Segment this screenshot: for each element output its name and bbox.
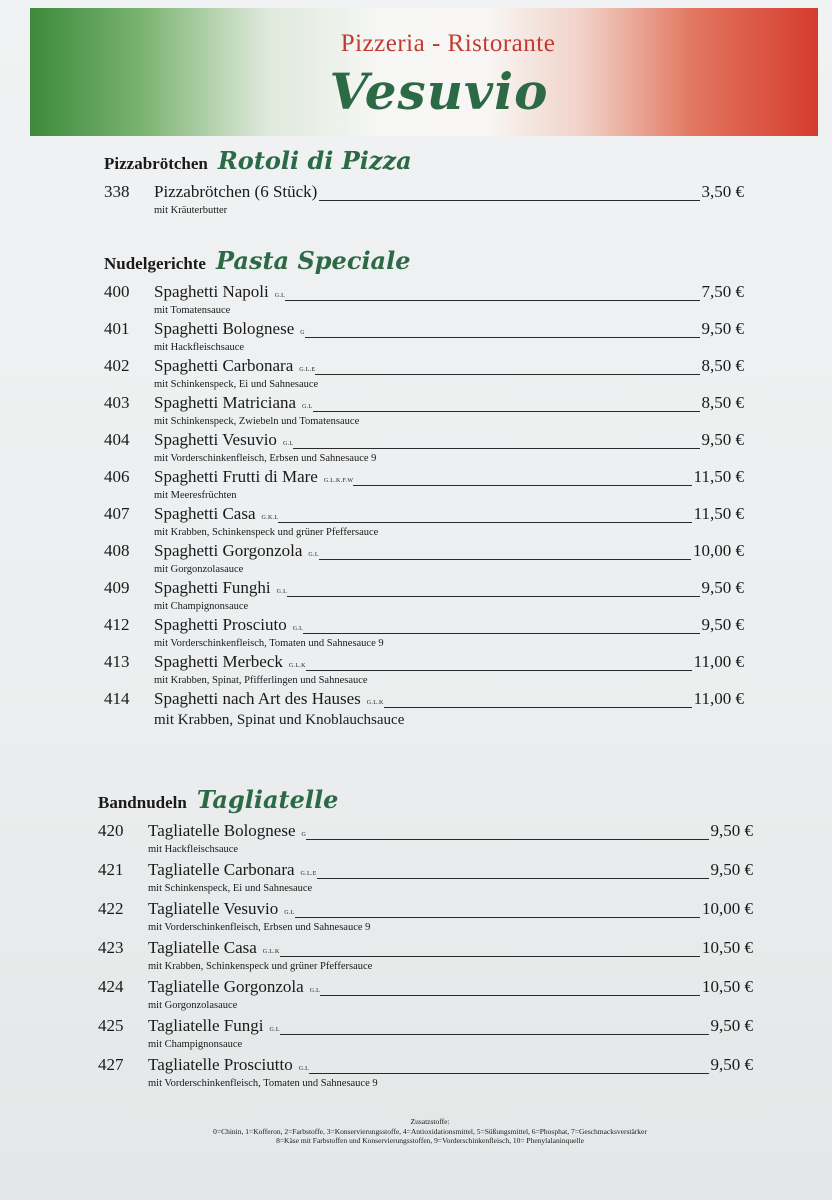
item-name: Spaghetti Prosciuto [154, 615, 287, 634]
section-rotoli [104, 146, 744, 219]
menu-item-row [104, 689, 744, 711]
menu-item [104, 282, 744, 319]
item-price: 11,00 € [693, 689, 744, 708]
menu-item-row [98, 1055, 753, 1077]
item-name: Spaghetti Bolognese [154, 319, 295, 338]
leader-line [305, 337, 700, 338]
item-price: 8,50 € [701, 393, 744, 412]
item-number: 423 [98, 938, 124, 957]
item-description: mit Gorgonzolasauce [148, 1000, 238, 1011]
allergen-codes: G.L.K [288, 663, 306, 669]
menu-item-row [104, 182, 744, 204]
allergen-codes: G.L [269, 1027, 280, 1033]
item-number: 401 [104, 319, 130, 338]
leader-line [353, 485, 691, 486]
allergen-codes: G.L.E [300, 871, 317, 877]
menu-item [98, 1055, 753, 1092]
item-name: Spaghetti Carbonara [154, 356, 294, 375]
footer-line-2: 8=Käse mit Farbstoffen und Konservierungsstoffen, 9=Vorderschinkenfleisch, 10= Phenylalaninquelle [276, 1136, 584, 1145]
additives-footer [100, 1117, 760, 1146]
item-number: 407 [104, 504, 130, 523]
menu-item [104, 689, 744, 731]
menu-item [98, 977, 753, 1014]
item-name: Spaghetti Merbeck [154, 652, 283, 671]
allergen-codes: G [301, 832, 307, 838]
menu-item [104, 578, 744, 615]
menu-item [98, 860, 753, 897]
item-name: Tagliatelle Bolognese [148, 821, 296, 840]
section-label-italian: Pasta Speciale [215, 246, 411, 275]
allergen-codes: G.L.E [299, 367, 316, 373]
menu-item [104, 615, 744, 652]
item-description: mit Vorderschinkenfleisch, Erbsen und Sahnesauce 9 [154, 453, 377, 464]
item-description: mit Vorderschinkenfleisch, Tomaten und Sahnesauce 9 [148, 1078, 378, 1089]
allergen-codes: G.L [302, 404, 313, 410]
item-description: mit Vorderschinkenfleisch, Erbsen und Sahnesauce 9 [148, 922, 371, 933]
menu-item-row [104, 393, 744, 415]
menu-item-row [104, 504, 744, 526]
menu-item [104, 356, 744, 393]
allergen-codes: G.L.K.F.W [323, 478, 354, 484]
item-number: 421 [98, 860, 124, 879]
allergen-codes: G.L [284, 910, 295, 916]
item-number: 413 [104, 652, 130, 671]
menu-item-row [104, 467, 744, 489]
item-price: 9,50 € [710, 1016, 753, 1035]
item-description: mit Schinkenspeck, Zwiebeln und Tomatensauce [154, 416, 360, 427]
leader-line [315, 374, 699, 375]
item-description: mit Krabben, Spinat, Pfifferlingen und Sahnesauce [154, 675, 368, 686]
item-description: mit Krabben, Schinkenspeck und grüner Pfeffersauce [154, 527, 379, 538]
leader-line [320, 995, 700, 996]
leader-line [317, 878, 709, 879]
restaurant-name: Vesuvio [329, 62, 549, 121]
item-description: mit Hackfleischsauce [148, 844, 239, 855]
item-number: 408 [104, 541, 130, 560]
allergen-codes: G.L [276, 589, 288, 595]
item-price: 9,50 € [701, 430, 744, 449]
menu-item-row [104, 578, 744, 600]
allergen-codes: G.L [274, 293, 286, 299]
section-label-german: Pizzabrötchen [104, 154, 208, 173]
leader-line [306, 670, 692, 671]
menu-item [98, 821, 753, 858]
item-price: 9,50 € [710, 860, 753, 879]
menu-item [104, 182, 744, 219]
item-description: mit Schinkenspeck, Ei und Sahnesauce [154, 379, 319, 390]
item-description: mit Krabben, Spinat und Knoblauchsauce [154, 712, 405, 728]
item-description: mit Schinkenspeck, Ei und Sahnesauce [148, 883, 313, 894]
item-number: 420 [98, 821, 124, 840]
leader-line [319, 200, 699, 201]
section-label-german: Nudelgerichte [104, 254, 206, 273]
item-number: 400 [104, 282, 130, 301]
menu-item-row [104, 356, 744, 378]
item-name: Spaghetti Napoli [154, 282, 269, 301]
leader-line [309, 1073, 708, 1074]
menu-item [104, 504, 744, 541]
section-label-italian: Tagliatelle [196, 785, 339, 814]
item-name: Spaghetti Matriciana [154, 393, 297, 412]
allergen-codes: G.L [282, 441, 294, 447]
section-pasta [104, 246, 744, 731]
item-price: 10,00 € [702, 899, 753, 918]
leader-line [278, 522, 691, 523]
leader-line [303, 633, 699, 634]
item-description: mit Hackfleischsauce [154, 342, 245, 353]
allergen-codes: G.K.L [261, 515, 279, 521]
item-name: Tagliatelle Vesuvio [148, 899, 279, 918]
menu-item-row [98, 977, 753, 999]
item-name: Spaghetti Funghi [154, 578, 271, 597]
menu-item-row [98, 899, 753, 921]
menu-item [98, 899, 753, 936]
item-price: 9,50 € [701, 319, 744, 338]
item-price: 9,50 € [701, 615, 744, 634]
restaurant-subtitle: Pizzeria - Ristorante [340, 30, 556, 57]
item-description: mit Champignonsauce [154, 601, 249, 612]
item-number: 338 [104, 182, 130, 201]
allergen-codes: G.L [308, 552, 319, 558]
section-label-german: Bandnudeln [98, 793, 187, 812]
allergen-codes: G.L [298, 1066, 310, 1072]
item-name: Spaghetti Frutti di Mare [154, 467, 318, 486]
item-description: mit Kräuterbutter [154, 205, 228, 216]
menu-item-row [98, 821, 753, 843]
menu-item-row [104, 319, 744, 341]
menu-item [104, 652, 744, 689]
menu-item [104, 467, 744, 504]
item-name: Spaghetti Gorgonzola [154, 541, 303, 560]
item-price: 9,50 € [710, 1055, 753, 1074]
menu-item [104, 319, 744, 356]
item-price: 10,50 € [702, 938, 753, 957]
item-number: 424 [98, 977, 124, 996]
menu-item-row [104, 430, 744, 452]
menu-item [98, 1016, 753, 1053]
menu-item [98, 938, 753, 975]
item-description: mit Meeresfrüchten [154, 490, 237, 501]
menu-item-row [104, 541, 744, 563]
menu-item-row [98, 860, 753, 882]
header-banner [30, 8, 818, 136]
item-description: mit Vorderschinkenfleisch, Tomaten und Sahnesauce 9 [154, 638, 384, 649]
allergen-codes: G.L.K [366, 700, 384, 706]
item-description: mit Tomatensauce [154, 305, 231, 316]
item-price: 9,50 € [701, 578, 744, 597]
item-description: mit Gorgonzolasauce [154, 564, 244, 575]
item-name: Tagliatelle Gorgonzola [148, 977, 304, 996]
section-tagliatelle [98, 785, 753, 1094]
item-price: 10,50 € [702, 977, 753, 996]
leader-line [293, 448, 699, 449]
menu-item [104, 430, 744, 467]
item-name: Spaghetti Vesuvio [154, 430, 277, 449]
footer-line-1: 0=Chinin, 1=Kofferon, 2=Farbstoffe, 3=Konservierungsstoffe, 4=Antioxidationsmittel, 5=Süßungsmittel, 6=Phosphat, 7=Geschmacksverstärker [213, 1126, 647, 1136]
leader-line [287, 596, 699, 597]
allergen-codes: G.L.K [262, 949, 280, 955]
item-number: 427 [98, 1055, 124, 1074]
item-name: Pizzabrötchen (6 Stück) [154, 182, 318, 201]
item-number: 412 [104, 615, 130, 634]
item-number: 402 [104, 356, 130, 375]
item-description: mit Champignonsauce [148, 1039, 243, 1050]
item-price: 8,50 € [701, 356, 744, 375]
item-number: 414 [104, 689, 130, 708]
item-price: 11,50 € [693, 467, 744, 486]
leader-line [295, 917, 700, 918]
leader-line [285, 300, 699, 301]
item-price: 9,50 € [710, 821, 753, 840]
section-heading [104, 146, 744, 182]
leader-line [384, 707, 692, 708]
item-name: Spaghetti Casa [154, 504, 256, 523]
item-number: 406 [104, 467, 130, 486]
leader-line [280, 956, 700, 957]
item-price: 7,50 € [701, 282, 744, 301]
item-number: 404 [104, 430, 130, 449]
item-number: 409 [104, 578, 130, 597]
item-number: 422 [98, 899, 124, 918]
allergen-codes: G [300, 330, 305, 336]
item-name: Tagliatelle Fungi [148, 1016, 264, 1035]
footer-title: Zusatzstoffe: [410, 1117, 450, 1126]
item-name: Tagliatelle Prosciutto [148, 1055, 293, 1074]
leader-line [319, 559, 691, 560]
menu-item [104, 393, 744, 430]
leader-line [280, 1034, 709, 1035]
item-name: Tagliatelle Casa [148, 938, 257, 957]
menu-item-row [104, 615, 744, 637]
menu-item-row [104, 282, 744, 304]
item-price: 11,50 € [693, 504, 744, 523]
section-label-italian: Rotoli di Pizza [217, 146, 412, 175]
allergen-codes: G.L [309, 988, 321, 994]
item-description: mit Krabben, Schinkenspeck und grüner Pfeffersauce [148, 961, 373, 972]
menu-item-row [98, 1016, 753, 1038]
item-number: 403 [104, 393, 130, 412]
section-heading [98, 785, 753, 821]
section-heading [104, 246, 744, 282]
item-number: 425 [98, 1016, 124, 1035]
menu-item-row [104, 652, 744, 674]
item-name: Spaghetti nach Art des Hauses [154, 689, 361, 708]
item-price: 11,00 € [693, 652, 744, 671]
menu-item [104, 541, 744, 578]
menu-item-row [98, 938, 753, 960]
leader-line [313, 411, 700, 412]
leader-line [306, 839, 708, 840]
allergen-codes: G.L [292, 626, 304, 632]
item-name: Tagliatelle Carbonara [148, 860, 295, 879]
item-price: 10,00 € [693, 541, 744, 560]
item-price: 3,50 € [701, 182, 744, 201]
